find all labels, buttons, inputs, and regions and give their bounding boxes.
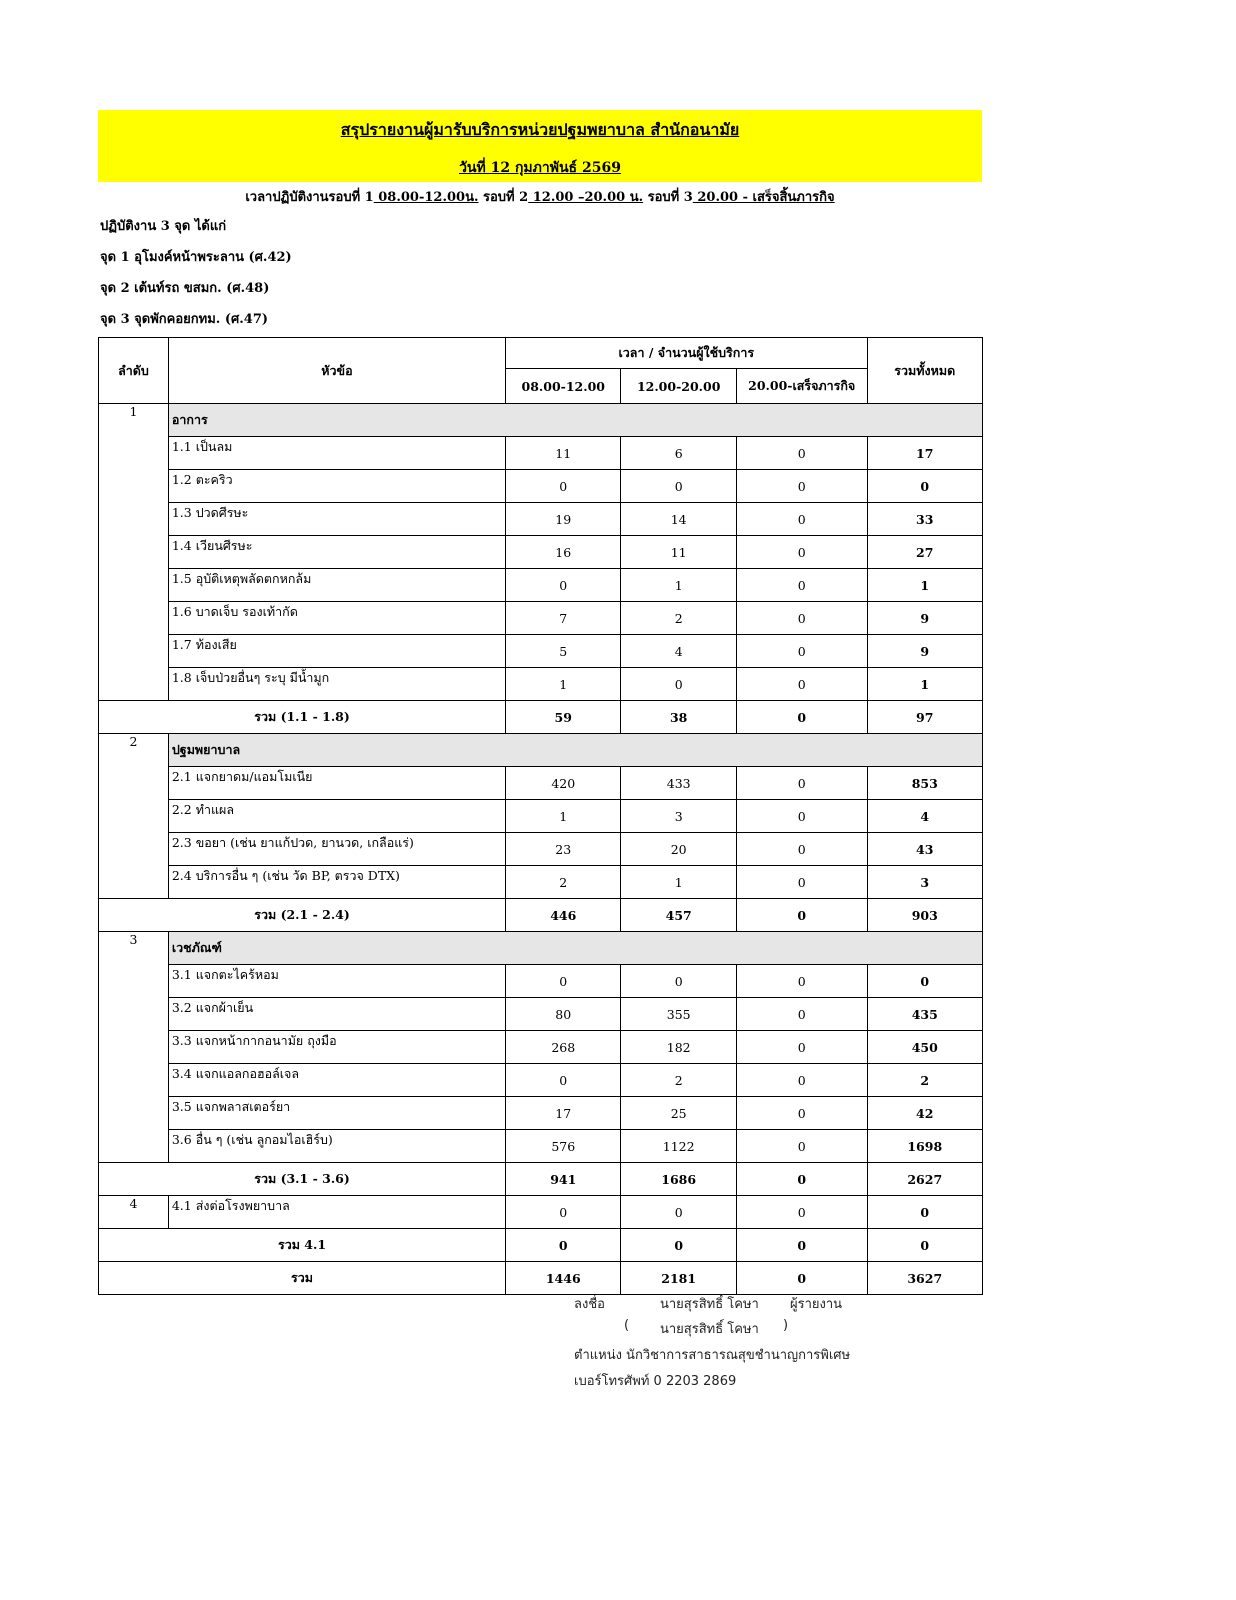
signer-role: ผู้รายงาน bbox=[790, 1297, 843, 1312]
cell-total: 17 bbox=[867, 437, 982, 470]
cell-total: 1698 bbox=[867, 1130, 982, 1163]
item-label: 2.4 บริการอื่น ๆ (เช่น วัด BP, ตรวจ DTX) bbox=[168, 866, 505, 899]
cell-1200-2000: 0 bbox=[621, 965, 736, 998]
grand-total-1200-2000: 2181 bbox=[621, 1262, 736, 1295]
cell-1200-2000: 25 bbox=[621, 1097, 736, 1130]
cell-0800-1200: 23 bbox=[506, 833, 621, 866]
cell-1200-2000: 1 bbox=[621, 866, 736, 899]
cell-total: 1 bbox=[867, 569, 982, 602]
cell-2000-end: 0 bbox=[736, 635, 867, 668]
cell-total: 43 bbox=[867, 833, 982, 866]
intro-point-3: จุด 3 จุดพักคอยกทม. (ศ.47) bbox=[100, 312, 269, 327]
grand-total-total: 3627 bbox=[867, 1262, 982, 1295]
cell-0800-1200: 2 bbox=[506, 866, 621, 899]
subtotal-total: 97 bbox=[867, 701, 982, 734]
subtotal-2000-end: 0 bbox=[736, 1229, 867, 1262]
header-seq: ลำดับ bbox=[99, 338, 169, 404]
cell-1200-2000: 20 bbox=[621, 833, 736, 866]
subtotal-row bbox=[99, 701, 983, 734]
cell-2000-end: 0 bbox=[736, 965, 867, 998]
cell-1200-2000: 1122 bbox=[621, 1130, 736, 1163]
cell-1200-2000: 3 bbox=[621, 800, 736, 833]
intro-point-1: จุด 1 อุโมงค์หน้าพระลาน (ศ.42) bbox=[100, 250, 292, 265]
item-label: 3.2 แจกผ้าเย็น bbox=[168, 998, 505, 1031]
cell-total: 3 bbox=[867, 866, 982, 899]
cell-2000-end: 0 bbox=[736, 536, 867, 569]
category-row bbox=[99, 404, 983, 437]
item-label: 1.5 อุบัติเหตุพลัดตกหกล้ม bbox=[168, 569, 505, 602]
cell-2000-end: 0 bbox=[736, 998, 867, 1031]
table-row bbox=[99, 668, 983, 701]
table-row bbox=[99, 1064, 983, 1097]
cell-2000-end: 0 bbox=[736, 800, 867, 833]
cell-2000-end: 0 bbox=[736, 437, 867, 470]
subtotal-2000-end: 0 bbox=[736, 701, 867, 734]
subtotal-1200-2000: 0 bbox=[621, 1229, 736, 1262]
item-label: 3.4 แจกแอลกอฮอล์เจล bbox=[168, 1064, 505, 1097]
title-banner bbox=[98, 110, 982, 182]
cell-0800-1200: 1 bbox=[506, 800, 621, 833]
cell-1200-2000: 14 bbox=[621, 503, 736, 536]
cell-total: 450 bbox=[867, 1031, 982, 1064]
shift-round-1: 08.00-12.00น. bbox=[373, 190, 479, 205]
table-row bbox=[99, 800, 983, 833]
cell-2000-end: 0 bbox=[736, 569, 867, 602]
cell-1200-2000: 0 bbox=[621, 668, 736, 701]
subtotal-0800-1200: 59 bbox=[506, 701, 621, 734]
cell-1200-2000: 355 bbox=[621, 998, 736, 1031]
grand-total-row bbox=[99, 1262, 983, 1295]
cell-1200-2000: 1 bbox=[621, 569, 736, 602]
table-row bbox=[99, 503, 983, 536]
section-number: 2 bbox=[99, 734, 169, 899]
cell-total: 33 bbox=[867, 503, 982, 536]
cell-2000-end: 0 bbox=[736, 470, 867, 503]
table-row bbox=[99, 767, 983, 800]
shift-round-2: 12.00 –20.00 น. bbox=[528, 190, 644, 205]
item-label: 1.2 ตะคริว bbox=[168, 470, 505, 503]
item-label: 1.6 บาดเจ็บ รองเท้ากัด bbox=[168, 602, 505, 635]
section-number: 1 bbox=[99, 404, 169, 701]
cell-2000-end: 0 bbox=[736, 668, 867, 701]
signer-name: นายสุรสิทธิ์ โคษา bbox=[660, 1297, 759, 1312]
cell-0800-1200: 0 bbox=[506, 1064, 621, 1097]
shift-round-3: 20.00 - เสร็จสิ้นภารกิจ bbox=[692, 190, 835, 205]
cell-0800-1200: 7 bbox=[506, 602, 621, 635]
cell-total: 853 bbox=[867, 767, 982, 800]
cell-total: 435 bbox=[867, 998, 982, 1031]
cell-2000-end: 0 bbox=[736, 503, 867, 536]
table-row bbox=[99, 470, 983, 503]
signer-name-print: นายสุรสิทธิ์ โคษา bbox=[660, 1322, 759, 1337]
cell-0800-1200: 16 bbox=[506, 536, 621, 569]
category-title: ปฐมพยาบาล bbox=[168, 734, 982, 767]
cell-2000-end: 0 bbox=[736, 833, 867, 866]
item-label: 3.6 อื่น ๆ (เช่น ลูกอมไอเฮิร์บ) bbox=[168, 1130, 505, 1163]
item-label: 2.1 แจกยาดม/แอมโมเนีย bbox=[168, 767, 505, 800]
cell-total: 27 bbox=[867, 536, 982, 569]
cell-2000-end: 0 bbox=[736, 1031, 867, 1064]
table-row bbox=[99, 602, 983, 635]
cell-total: 4 bbox=[867, 800, 982, 833]
cell-0800-1200: 576 bbox=[506, 1130, 621, 1163]
table-row bbox=[99, 965, 983, 998]
category-row bbox=[99, 932, 983, 965]
item-label: 3.5 แจกพลาสเตอร์ยา bbox=[168, 1097, 505, 1130]
signer-position: ตำแหน่ง นักวิชาการสาธารณสุขชำนาญการพิเศษ bbox=[574, 1348, 851, 1363]
cell-1200-2000: 11 bbox=[621, 536, 736, 569]
shift-mid-1: รอบที่ 2 bbox=[478, 190, 529, 205]
subtotal-0800-1200: 0 bbox=[506, 1229, 621, 1262]
sign-label: ลงชื่อ bbox=[574, 1297, 605, 1312]
intro-heading: ปฏิบัติงาน 3 จุด ได้แก่ bbox=[100, 219, 227, 234]
cell-total: 0 bbox=[867, 470, 982, 503]
table-row bbox=[99, 998, 983, 1031]
table-row bbox=[99, 635, 983, 668]
subtotal-total: 903 bbox=[867, 899, 982, 932]
subtotal-row bbox=[99, 1229, 983, 1262]
category-title: อาการ bbox=[168, 404, 982, 437]
cell-total: 9 bbox=[867, 635, 982, 668]
table-row bbox=[99, 1031, 983, 1064]
cell-total: 1 bbox=[867, 668, 982, 701]
cell-0800-1200: 0 bbox=[506, 569, 621, 602]
paren-open: ( bbox=[624, 1318, 630, 1333]
grand-total-0800-1200: 1446 bbox=[506, 1262, 621, 1295]
subtotal-2000-end: 0 bbox=[736, 1163, 867, 1196]
cell-0800-1200: 11 bbox=[506, 437, 621, 470]
cell-1200-2000: 182 bbox=[621, 1031, 736, 1064]
section-number: 4 bbox=[99, 1196, 169, 1229]
subtotal-label: รวม 4.1 bbox=[99, 1229, 506, 1262]
category-title: เวชภัณฑ์ bbox=[168, 932, 982, 965]
cell-1200-2000: 6 bbox=[621, 437, 736, 470]
header-col-3: 20.00-เสร็จภารกิจ bbox=[736, 369, 867, 404]
cell-1200-2000: 0 bbox=[621, 1196, 736, 1229]
item-label: 1.7 ท้องเสีย bbox=[168, 635, 505, 668]
cell-total: 0 bbox=[867, 1196, 982, 1229]
cell-2000-end: 0 bbox=[736, 1130, 867, 1163]
cell-2000-end: 0 bbox=[736, 1064, 867, 1097]
cell-2000-end: 0 bbox=[736, 767, 867, 800]
table-row bbox=[99, 536, 983, 569]
table-row bbox=[99, 569, 983, 602]
table-row bbox=[99, 1196, 983, 1229]
shift-prefix: เวลาปฏิบัติงานรอบที่ 1 bbox=[245, 190, 374, 205]
intro-point-2: จุด 2 เต้นท์รถ ขสมก. (ศ.48) bbox=[100, 281, 270, 296]
cell-2000-end: 0 bbox=[736, 1097, 867, 1130]
cell-0800-1200: 5 bbox=[506, 635, 621, 668]
item-label: 1.4 เวียนศีรษะ bbox=[168, 536, 505, 569]
subtotal-0800-1200: 446 bbox=[506, 899, 621, 932]
cell-total: 2 bbox=[867, 1064, 982, 1097]
service-table bbox=[98, 337, 983, 1295]
cell-2000-end: 0 bbox=[736, 1196, 867, 1229]
table-row bbox=[99, 1097, 983, 1130]
subtotal-total: 0 bbox=[867, 1229, 982, 1262]
cell-0800-1200: 0 bbox=[506, 1196, 621, 1229]
grand-total-2000-end: 0 bbox=[736, 1262, 867, 1295]
cell-total: 0 bbox=[867, 965, 982, 998]
cell-0800-1200: 268 bbox=[506, 1031, 621, 1064]
subtotal-label: รวม (1.1 - 1.8) bbox=[99, 701, 506, 734]
cell-total: 42 bbox=[867, 1097, 982, 1130]
cell-0800-1200: 420 bbox=[506, 767, 621, 800]
cell-0800-1200: 80 bbox=[506, 998, 621, 1031]
table-row bbox=[99, 833, 983, 866]
subtotal-0800-1200: 941 bbox=[506, 1163, 621, 1196]
item-label: 3.3 แจกหน้ากากอนามัย ถุงมือ bbox=[168, 1031, 505, 1064]
item-label: 2.3 ขอยา (เช่น ยาแก้ปวด, ยานวด, เกลือแร่) bbox=[168, 833, 505, 866]
signer-phone: เบอร์โทรศัพท์ 0 2203 2869 bbox=[574, 1374, 737, 1389]
paren-close: ) bbox=[783, 1318, 789, 1333]
subtotal-row bbox=[99, 1163, 983, 1196]
header-topic: หัวข้อ bbox=[168, 338, 505, 404]
report-date: วันที่ 12 กุมภาพันธ์ 2569 bbox=[459, 160, 621, 176]
cell-0800-1200: 17 bbox=[506, 1097, 621, 1130]
header-time-group: เวลา / จำนวนผู้ใช้บริการ bbox=[506, 338, 867, 369]
section-number: 3 bbox=[99, 932, 169, 1163]
cell-0800-1200: 1 bbox=[506, 668, 621, 701]
header-col-1: 08.00-12.00 bbox=[506, 369, 621, 404]
cell-2000-end: 0 bbox=[736, 866, 867, 899]
shift-times bbox=[98, 186, 982, 207]
subtotal-1200-2000: 38 bbox=[621, 701, 736, 734]
header-total: รวมทั้งหมด bbox=[867, 338, 982, 404]
cell-1200-2000: 0 bbox=[621, 470, 736, 503]
item-label: 3.1 แจกตะไคร้หอม bbox=[168, 965, 505, 998]
cell-2000-end: 0 bbox=[736, 602, 867, 635]
cell-1200-2000: 2 bbox=[621, 602, 736, 635]
subtotal-1200-2000: 457 bbox=[621, 899, 736, 932]
table-body bbox=[99, 404, 983, 1295]
item-label: 1.1 เป็นลม bbox=[168, 437, 505, 470]
table-row bbox=[99, 1130, 983, 1163]
subtotal-1200-2000: 1686 bbox=[621, 1163, 736, 1196]
subtotal-label: รวม (3.1 - 3.6) bbox=[99, 1163, 506, 1196]
subtotal-label: รวม (2.1 - 2.4) bbox=[99, 899, 506, 932]
grand-total-label: รวม bbox=[99, 1262, 506, 1295]
item-label: 4.1 ส่งต่อโรงพยาบาล bbox=[168, 1196, 505, 1229]
cell-0800-1200: 0 bbox=[506, 470, 621, 503]
table-row bbox=[99, 866, 983, 899]
cell-1200-2000: 4 bbox=[621, 635, 736, 668]
subtotal-total: 2627 bbox=[867, 1163, 982, 1196]
item-label: 2.2 ทำแผล bbox=[168, 800, 505, 833]
item-label: 1.8 เจ็บป่วยอื่นๆ ระบุ มีน้ำมูก bbox=[168, 668, 505, 701]
cell-1200-2000: 433 bbox=[621, 767, 736, 800]
header-col-2: 12.00-20.00 bbox=[621, 369, 736, 404]
cell-1200-2000: 2 bbox=[621, 1064, 736, 1097]
table-row bbox=[99, 437, 983, 470]
subtotal-2000-end: 0 bbox=[736, 899, 867, 932]
category-row bbox=[99, 734, 983, 767]
cell-total: 9 bbox=[867, 602, 982, 635]
cell-0800-1200: 19 bbox=[506, 503, 621, 536]
shift-mid-2: รอบที่ 3 bbox=[643, 190, 693, 205]
cell-0800-1200: 0 bbox=[506, 965, 621, 998]
subtotal-row bbox=[99, 899, 983, 932]
report-title: สรุปรายงานผู้มารับบริการหน่วยปฐมพยาบาล สำนักอนามัย bbox=[340, 120, 740, 139]
item-label: 1.3 ปวดศีรษะ bbox=[168, 503, 505, 536]
